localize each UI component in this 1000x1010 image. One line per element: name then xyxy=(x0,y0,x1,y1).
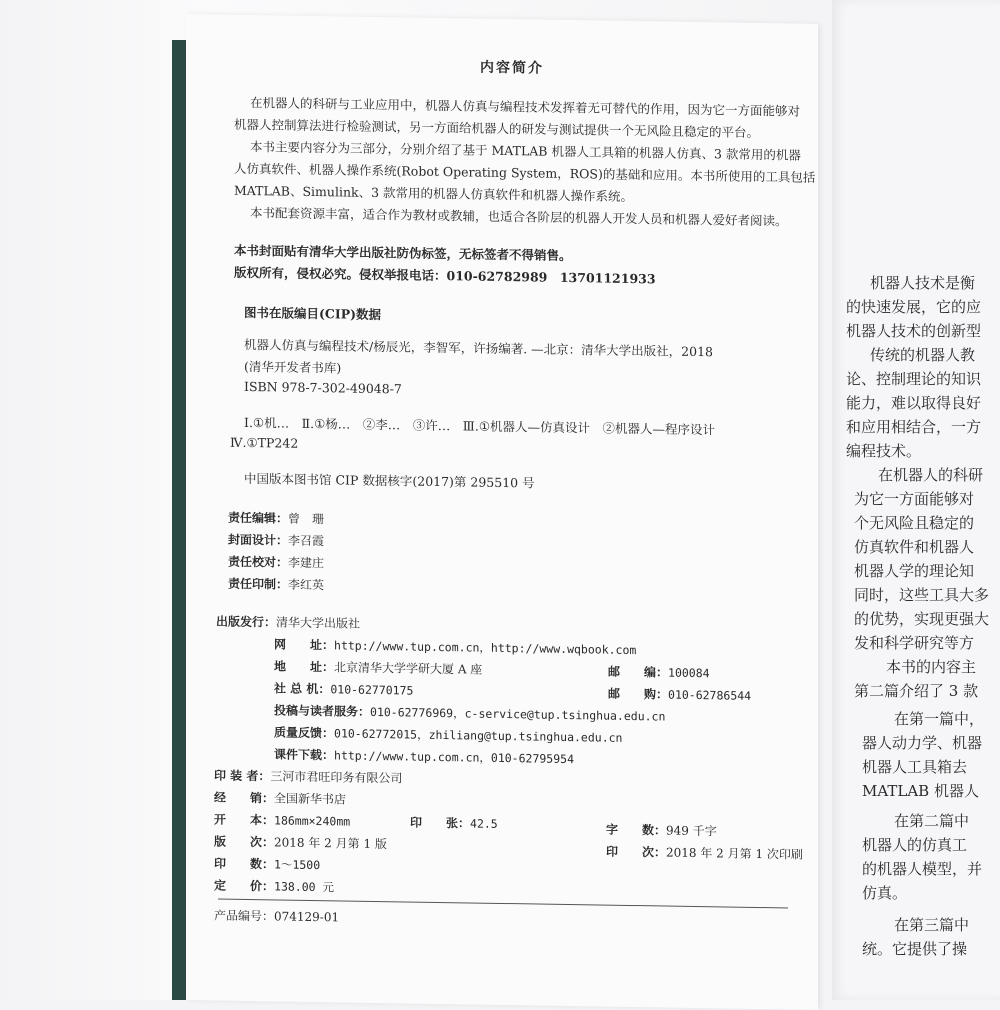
facing-text-line: 仿真。 xyxy=(862,884,908,902)
facing-text-line: 在第一篇中， xyxy=(894,710,985,728)
facing-text-line: 在第三篇中 xyxy=(894,916,970,934)
facing-text-line: 在机器人的科研 xyxy=(878,466,984,484)
facing-text-line: 能力，难以取得良好 xyxy=(846,394,982,412)
facing-text-line: 在第二篇中 xyxy=(894,812,970,830)
facing-text-line: 机器人工具箱去 xyxy=(862,758,968,776)
publisher-line: 出版发行：清华大学出版社 xyxy=(216,614,361,631)
facing-text-line: 的快速发展，它的应 xyxy=(846,298,982,316)
print-run: 印 数：1～1500 xyxy=(214,856,321,873)
facing-text-line: 为它一方面能够对 xyxy=(854,490,975,508)
facing-text-line: 的机器人模型，并 xyxy=(862,860,983,878)
copyright-page xyxy=(186,14,818,1010)
word-count: 字 数：949 千字 xyxy=(606,822,717,839)
copyright-notice: 版权所有，侵权必究。侵权举报电话：010-62782989 13701121933 xyxy=(234,264,656,287)
facing-text-line: 同时，这些工具大多 xyxy=(854,586,990,604)
publisher-feedback: 质量反馈：010-62772015，zhiliang@tup.tsinghua.edu.cn xyxy=(274,725,623,745)
facing-text-line: 发和科学研究等方 xyxy=(854,634,975,652)
intro-paragraph: MATLAB、Simulink、3 款常用的机器人仿真软件和机器人操作系统。 xyxy=(234,182,634,205)
intro-paragraph: 人仿真软件、机器人操作系统(Robot Operating System，ROS)的基础和应用。本书所使用的工具包括 xyxy=(234,160,816,185)
publisher-courseware: 课件下载：http://www.tup.com.cn，010-62795954 xyxy=(274,747,574,767)
staff-printing: 责任印制：李红英 xyxy=(228,576,325,593)
publisher-submission: 投稿与读者服务：010-62776969，c-service@tup.tsinghua.edu.cn xyxy=(274,703,666,724)
facing-text-line: 论、控制理论的知识 xyxy=(846,370,982,388)
facing-text-line: 统。它提供了操 xyxy=(862,940,968,958)
intro-paragraph: 本书配套资源丰富，适合作为教材或教辅，也适合各阶层的机器人开发人员和机器人爱好者阅读。 xyxy=(250,205,788,229)
cip-line: Ⅳ.①TP242 xyxy=(230,434,299,451)
cip-line: ISBN 978-7-302-49048-7 xyxy=(244,378,402,397)
facing-text-line: 仿真软件和机器人 xyxy=(854,538,975,556)
staff-proofreader: 责任校对：李建庄 xyxy=(228,554,325,571)
staff-cover-design: 封面设计：李召霞 xyxy=(228,532,325,549)
facing-text-line: 传统的机器人教 xyxy=(870,346,976,364)
facing-text-line: 机器人的仿真工 xyxy=(862,836,968,854)
facing-text-line: 编程技术。 xyxy=(846,442,922,460)
cip-line: 机器人仿真与编程技术/杨辰光，李智军，许扬编著. —北京：清华大学出版社，2018 xyxy=(244,336,713,360)
publisher-zip: 邮 编：100084 xyxy=(608,664,710,681)
distributor: 经 销：全国新华书店 xyxy=(214,790,347,807)
facing-text-line: 机器人技术的创新型 xyxy=(846,322,982,340)
facing-text-line: 机器人技术是衡 xyxy=(870,274,976,292)
product-code: 产品编号：074129-01 xyxy=(214,908,340,925)
facing-text-line: 机器人学的理论知 xyxy=(854,562,975,580)
facing-text-line: 个无风险且稳定的 xyxy=(854,514,975,532)
price: 定 价：138.00 元 xyxy=(214,878,334,895)
facing-text-line: 的优势，实现更强大 xyxy=(854,610,990,628)
anti-counterfeit-notice: 本书封面贴有清华大学出版社防伪标签，无标签者不得销售。 xyxy=(234,242,572,264)
printer: 印 装 者：三河市君旺印务有限公司 xyxy=(214,768,403,786)
staff-editor: 责任编辑：曾 珊 xyxy=(228,510,325,527)
publisher-switchboard: 社 总 机：010-62770175 xyxy=(274,681,414,698)
cip-line: Ⅰ.①机… Ⅱ.①杨… ②李… ③许… Ⅲ.①机器人—仿真设计 ②机器人—程序设计 xyxy=(244,414,716,438)
cip-record: 中国版本图书馆 CIP 数据核字(2017)第 295510 号 xyxy=(244,470,535,491)
print-sheets: 印 张：42.5 xyxy=(410,815,498,831)
facing-text-line: 本书的内容主 xyxy=(886,658,977,676)
publisher-address: 地 址：北京清华大学学研大厦 A 座 xyxy=(274,659,483,677)
intro-paragraph: 机器人控制算法进行检验测试，另一方面给机器人的研发与测试提供一个无风险且稳定的平台。 xyxy=(234,116,760,141)
book-spine xyxy=(172,40,186,1000)
publisher-website: 网 址：http://www.tup.com.cn，http://www.wqbook.com xyxy=(274,637,637,658)
facing-text-line: 和应用相结合，一方 xyxy=(846,418,982,436)
facing-text-line: 第二篇介绍了 3 款 xyxy=(854,682,979,700)
intro-paragraph: 在机器人的科研与工业应用中，机器人仿真与编程技术发挥着无可替代的作用，因为它一方面能够对 xyxy=(250,95,801,119)
intro-title: 内容简介 xyxy=(480,59,544,77)
cip-line: (清华开发者书库) xyxy=(244,358,342,376)
intro-paragraph: 本书主要内容分为三部分，分别介绍了基于 MATLAB 机器人工具箱的机器人仿真、3 款常用的机器 xyxy=(250,139,801,163)
edition: 版 次：2018 年 2 月第 1 版 xyxy=(214,834,387,852)
publisher-mail-order: 邮 购：010-62786544 xyxy=(608,686,752,703)
impression: 印 次：2018 年 2 月第 1 次印刷 xyxy=(606,844,803,862)
facing-page xyxy=(832,0,1000,1000)
book-format: 开 本：186mm×240mm xyxy=(214,812,351,829)
cip-heading: 图书在版编目(CIP)数据 xyxy=(244,304,382,323)
facing-text-line: MATLAB 机器人 xyxy=(862,782,979,800)
facing-text-line: 器人动力学、机器 xyxy=(862,734,983,752)
